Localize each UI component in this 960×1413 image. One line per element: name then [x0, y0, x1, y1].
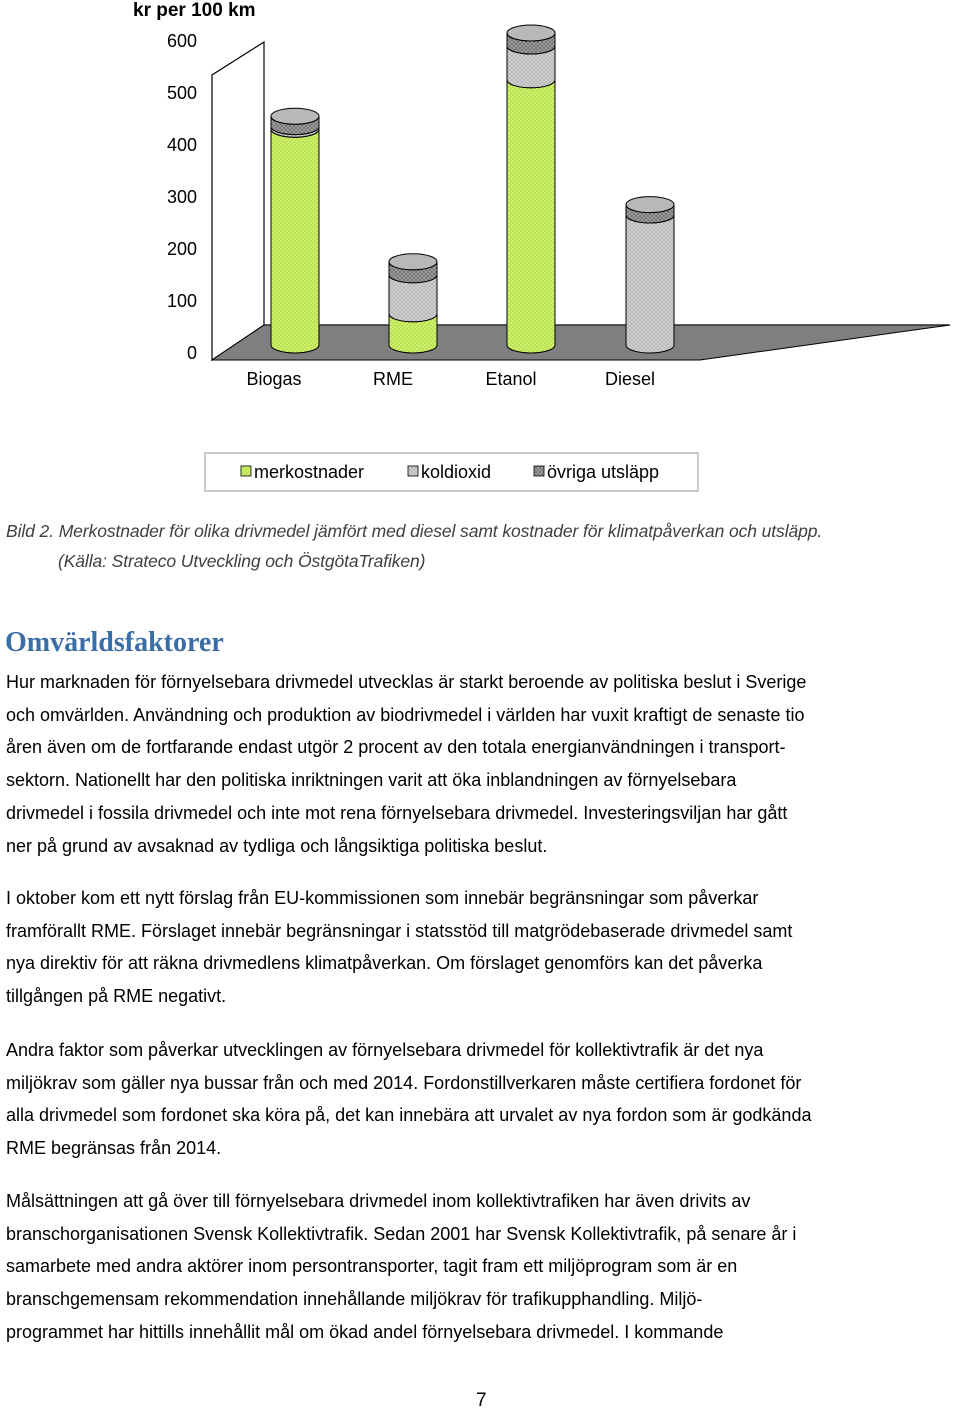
bar-top-cap — [389, 254, 437, 270]
paragraph-line: drivmedel i fossila drivmedel och inte mot rena förnyelsebara drivmedel. Investeringsviljan har gått — [6, 802, 788, 823]
section-heading: Omvärldsfaktorer — [5, 627, 224, 658]
chart-legend — [205, 453, 698, 491]
paragraph-line: åren även om de fortfarande endast utgör 2 procent av den totala energianvändningen i transport- — [6, 737, 786, 758]
y-tick-label: 200 — [166, 239, 197, 259]
bar-stack-rme — [389, 254, 437, 353]
chart-bars — [271, 25, 674, 353]
paragraph-line: Andra faktor som påverkar utvecklingen av förnyelsebara drivmedel för kollektivtrafik är det nya — [6, 1040, 764, 1060]
bar-merkostnader — [507, 80, 555, 353]
paragraph-line: framförallt RME. Förslaget innebär begränsningar i statsstöd till matgrödebaserade drivmedel samt — [6, 920, 793, 941]
bar-top-cap — [507, 25, 555, 41]
figure-caption-line-1: Bild 2. Merkostnader för olika drivmedel jämfört med diesel samt kostnader för klimatpåverkan och utsläpp. — [6, 521, 823, 541]
paragraph-2 — [6, 882, 958, 1013]
paragraph-1 — [6, 666, 958, 862]
paragraph-line: tillgången på RME negativt. — [6, 986, 227, 1007]
paragraph-line: branschorganisationen Svensk Kollektivtrafik. Sedan 2001 har Svensk Kollektivtrafik, på senare år i — [6, 1223, 797, 1244]
y-tick-label: 500 — [166, 83, 197, 103]
x-tick-label: RME — [373, 369, 413, 389]
figure-caption-line-2: (Källa: Strateco Utveckling och ÖstgötaTrafiken) — [58, 551, 426, 571]
left-wall — [212, 42, 264, 360]
paragraph-line: ner på grund av avsaknad av tydliga och långsiktiga politiska beslut. — [6, 835, 548, 856]
bar-stack-diesel — [626, 197, 674, 353]
paragraph-line: och omvärlden. Användning och produktion av biodrivmedel i världen har vuxit kraftigt de senaste tio — [6, 704, 805, 725]
paragraph-line: Hur marknaden för förnyelsebara drivmedel utvecklas är starkt beroende av politiska beslut i Sverige — [6, 672, 807, 692]
paragraph-line: branschgemensam rekommendation innehållande miljökrav för trafikupphandling. Miljö- — [6, 1289, 703, 1310]
paragraph-line: RME begränsas från 2014. — [6, 1138, 222, 1159]
bar-koldioxid — [626, 215, 674, 353]
chart-title: kr per 100 km — [133, 0, 256, 21]
legend-label: övriga utsläpp — [547, 462, 660, 482]
bar-merkostnader — [271, 129, 319, 353]
y-tick-label: 400 — [166, 135, 197, 155]
paragraph-line: samarbete med andra aktörer inom persontransporter, tagit fram ett miljöprogram som är en — [6, 1256, 738, 1277]
x-tick-label: Diesel — [604, 369, 656, 389]
paragraph-4 — [6, 1185, 958, 1349]
bar-top-cap — [271, 108, 319, 124]
legend-swatch — [408, 466, 418, 476]
paragraph-line: sektorn. Nationellt har den politiska inriktningen varit att öka inblandningen av förnyelsebara — [6, 770, 737, 791]
y-tick-label: 300 — [166, 187, 197, 207]
legend-label: merkostnader — [254, 462, 365, 482]
chart-floor — [212, 325, 950, 360]
legend-swatch — [534, 466, 544, 476]
legend-label: koldioxid — [421, 462, 492, 482]
chart-frame — [212, 42, 950, 360]
y-tick-label: 100 — [166, 291, 197, 311]
paragraph-line: Målsättningen att gå över till förnyelsebara drivmedel inom kollektivtrafiken har även drivits av — [6, 1191, 751, 1211]
paragraph-line: nya direktiv för att räkna drivmedlens klimatpåverkan. Om förslaget genomförs kan det påverka — [6, 953, 763, 974]
legend-swatch — [241, 466, 251, 476]
paragraph-3 — [6, 1034, 958, 1165]
paragraph-line: I oktober kom ett nytt förslag från EU-kommissionen som innebär begränsningar som påverkar — [6, 888, 759, 908]
y-axis-ticks — [167, 31, 197, 363]
paragraph-line: miljökrav som gäller nya bussar från och med 2014. Fordonstillverkaren måste certifiera fordonet för — [6, 1072, 802, 1093]
bar-chart — [0, 0, 960, 500]
x-tick-label: Biogas — [246, 369, 302, 389]
bar-stack-biogas — [271, 108, 319, 353]
bar-stack-etanol — [507, 25, 555, 353]
y-tick-label: 0 — [186, 343, 197, 363]
x-tick-label: Etanol — [485, 369, 537, 389]
x-axis-ticks — [246, 369, 655, 389]
y-tick-label: 600 — [166, 31, 197, 51]
bar-top-cap — [626, 197, 674, 213]
page-number: 7 — [476, 1390, 487, 1411]
paragraph-line: programmet har hittills innehållit mål om ökad andel förnyelsebara drivmedel. I kommande — [6, 1321, 724, 1342]
paragraph-line: alla drivmedel som fordonet ska köra på, det kan innebära att urvalet av nya fordon som är godkända — [6, 1105, 812, 1126]
